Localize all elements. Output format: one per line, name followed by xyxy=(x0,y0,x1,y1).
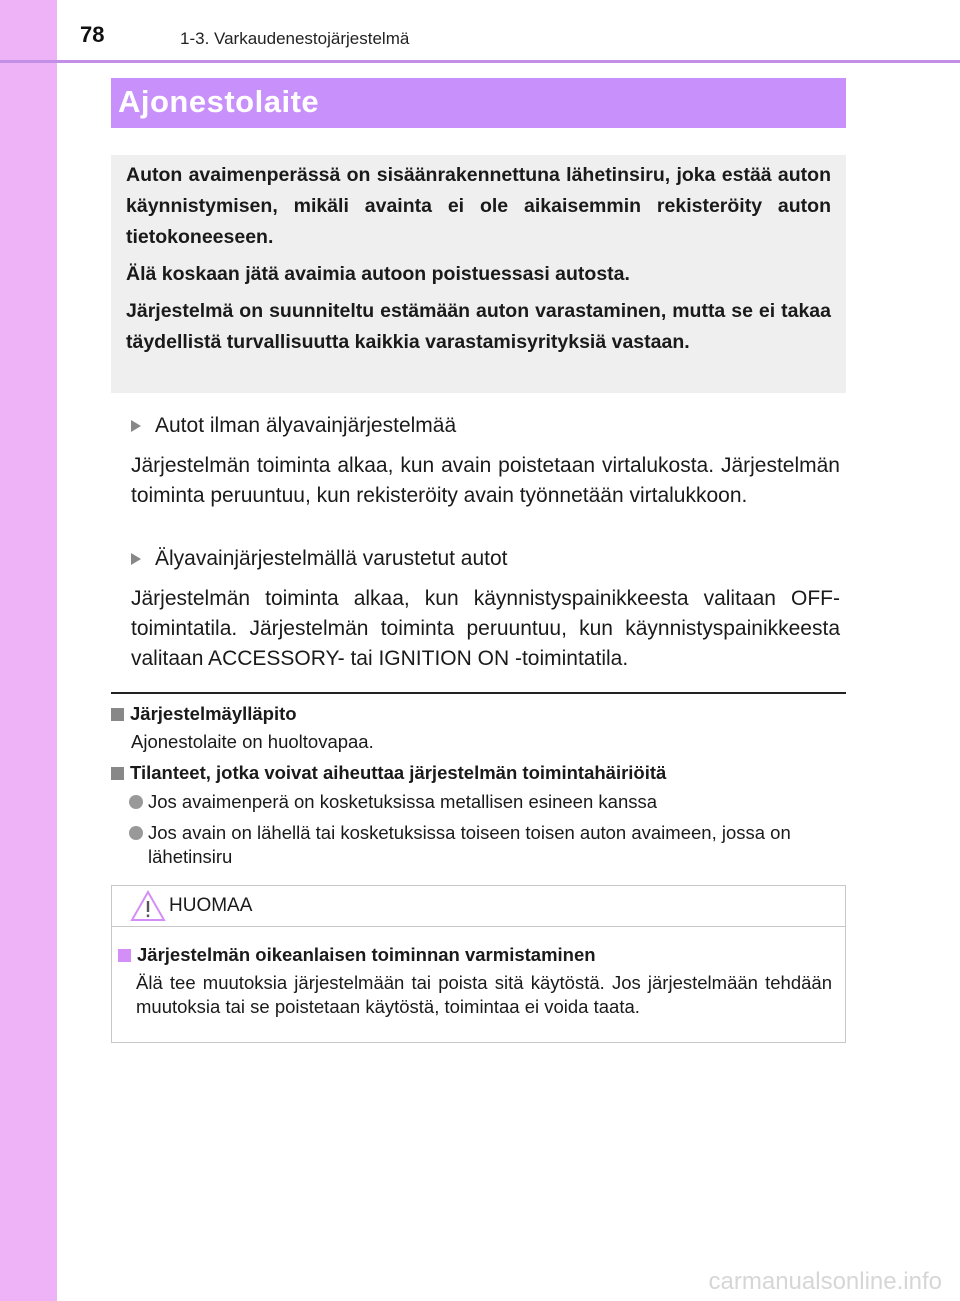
page-title: Ajonestolaite xyxy=(118,84,320,119)
triangle-bullet-icon xyxy=(131,553,141,565)
warning-triangle-icon xyxy=(130,890,166,922)
intro-box xyxy=(111,155,846,393)
intro-paragraph: Auton avaimenperässä on sisäänrakennettuna lähetinsiru, joka estää auton käynnistymisen, mikäli avainta ei ole aikaisemmin rekisteröity auton tietokoneeseen. xyxy=(126,164,831,248)
header-divider xyxy=(0,60,960,63)
square-bullet-icon xyxy=(111,708,124,721)
intro-paragraph: Älä koskaan jätä avaimia autoon poistuessasi autosta. xyxy=(126,263,630,285)
intro-paragraph: Järjestelmä on suunniteltu estämään auton varastaminen, mutta se ei takaa täydellistä turvallisuutta kaikkia varastamisyrityksiä vastaan. xyxy=(126,300,831,353)
section-body-no-smart-key: Järjestelmän toiminta alkaa, kun avain poistetaan virtalukosta. Järjestelmän toiminta peruuntuu, kun rekisteröity avain työnnetään virtalukkoon. xyxy=(131,454,840,507)
circle-bullet-icon xyxy=(129,795,143,809)
notice-label: HUOMAA xyxy=(169,895,253,916)
page-number: 78 xyxy=(80,22,105,47)
side-band xyxy=(0,0,57,1301)
square-bullet-icon xyxy=(118,949,131,962)
section-divider xyxy=(111,692,846,694)
section-breadcrumb: 1-3. Varkaudenestojärjestelmä xyxy=(180,29,410,48)
list-item xyxy=(129,790,849,814)
section-heading-text: Älyavainjärjestelmällä varustetut autot xyxy=(155,547,508,570)
list-item xyxy=(129,821,849,869)
section-heading-no-smart-key xyxy=(131,414,456,438)
notice-box xyxy=(111,885,846,1043)
square-bullet-icon xyxy=(111,767,124,780)
list-item-text: Jos avain on lähellä tai kosketuksissa toiseen toisen auton avaimeen, jossa on lähetinsiru xyxy=(148,822,791,867)
note-heading-text: Tilanteet, jotka voivat aiheuttaa järjestelmän toimintahäiriöitä xyxy=(130,762,667,783)
notice-heading-text: Järjestelmän oikeanlaisen toiminnan varmistaminen xyxy=(137,944,596,965)
note-text-maintenance: Ajonestolaite on huoltovapaa. xyxy=(131,731,374,752)
section-heading-smart-key xyxy=(131,547,508,571)
list-item-text: Jos avaimenperä on kosketuksissa metallisen esineen kanssa xyxy=(148,791,658,812)
triangle-bullet-icon xyxy=(131,420,141,432)
notice-text: Älä tee muutoksia järjestelmään tai poista sitä käytöstä. Jos järjestelmään tehdään muutoksia tai se poistetaan käytöstä, toimintaa ei voida taata. xyxy=(136,972,832,1017)
note-heading-text: Järjestelmäylläpito xyxy=(130,703,297,724)
section-body-smart-key: Järjestelmän toiminta alkaa, kun käynnistyspainikkeesta valitaan OFF-toimintatila. Järjestelmän toiminta peruuntuu, kun käynnistyspainikkeesta valitaan ACCESSORY- tai IGNITION ON -toimintatila. xyxy=(131,587,840,670)
circle-bullet-icon xyxy=(129,826,143,840)
title-bar xyxy=(111,78,846,128)
notice-header xyxy=(112,886,845,927)
note-heading-maintenance xyxy=(111,703,297,725)
note-heading-malfunction xyxy=(111,762,666,784)
section-heading-text: Autot ilman älyavainjärjestelmää xyxy=(155,414,457,437)
notice-heading xyxy=(118,944,596,966)
watermark: carmanualsonline.info xyxy=(708,1268,942,1295)
